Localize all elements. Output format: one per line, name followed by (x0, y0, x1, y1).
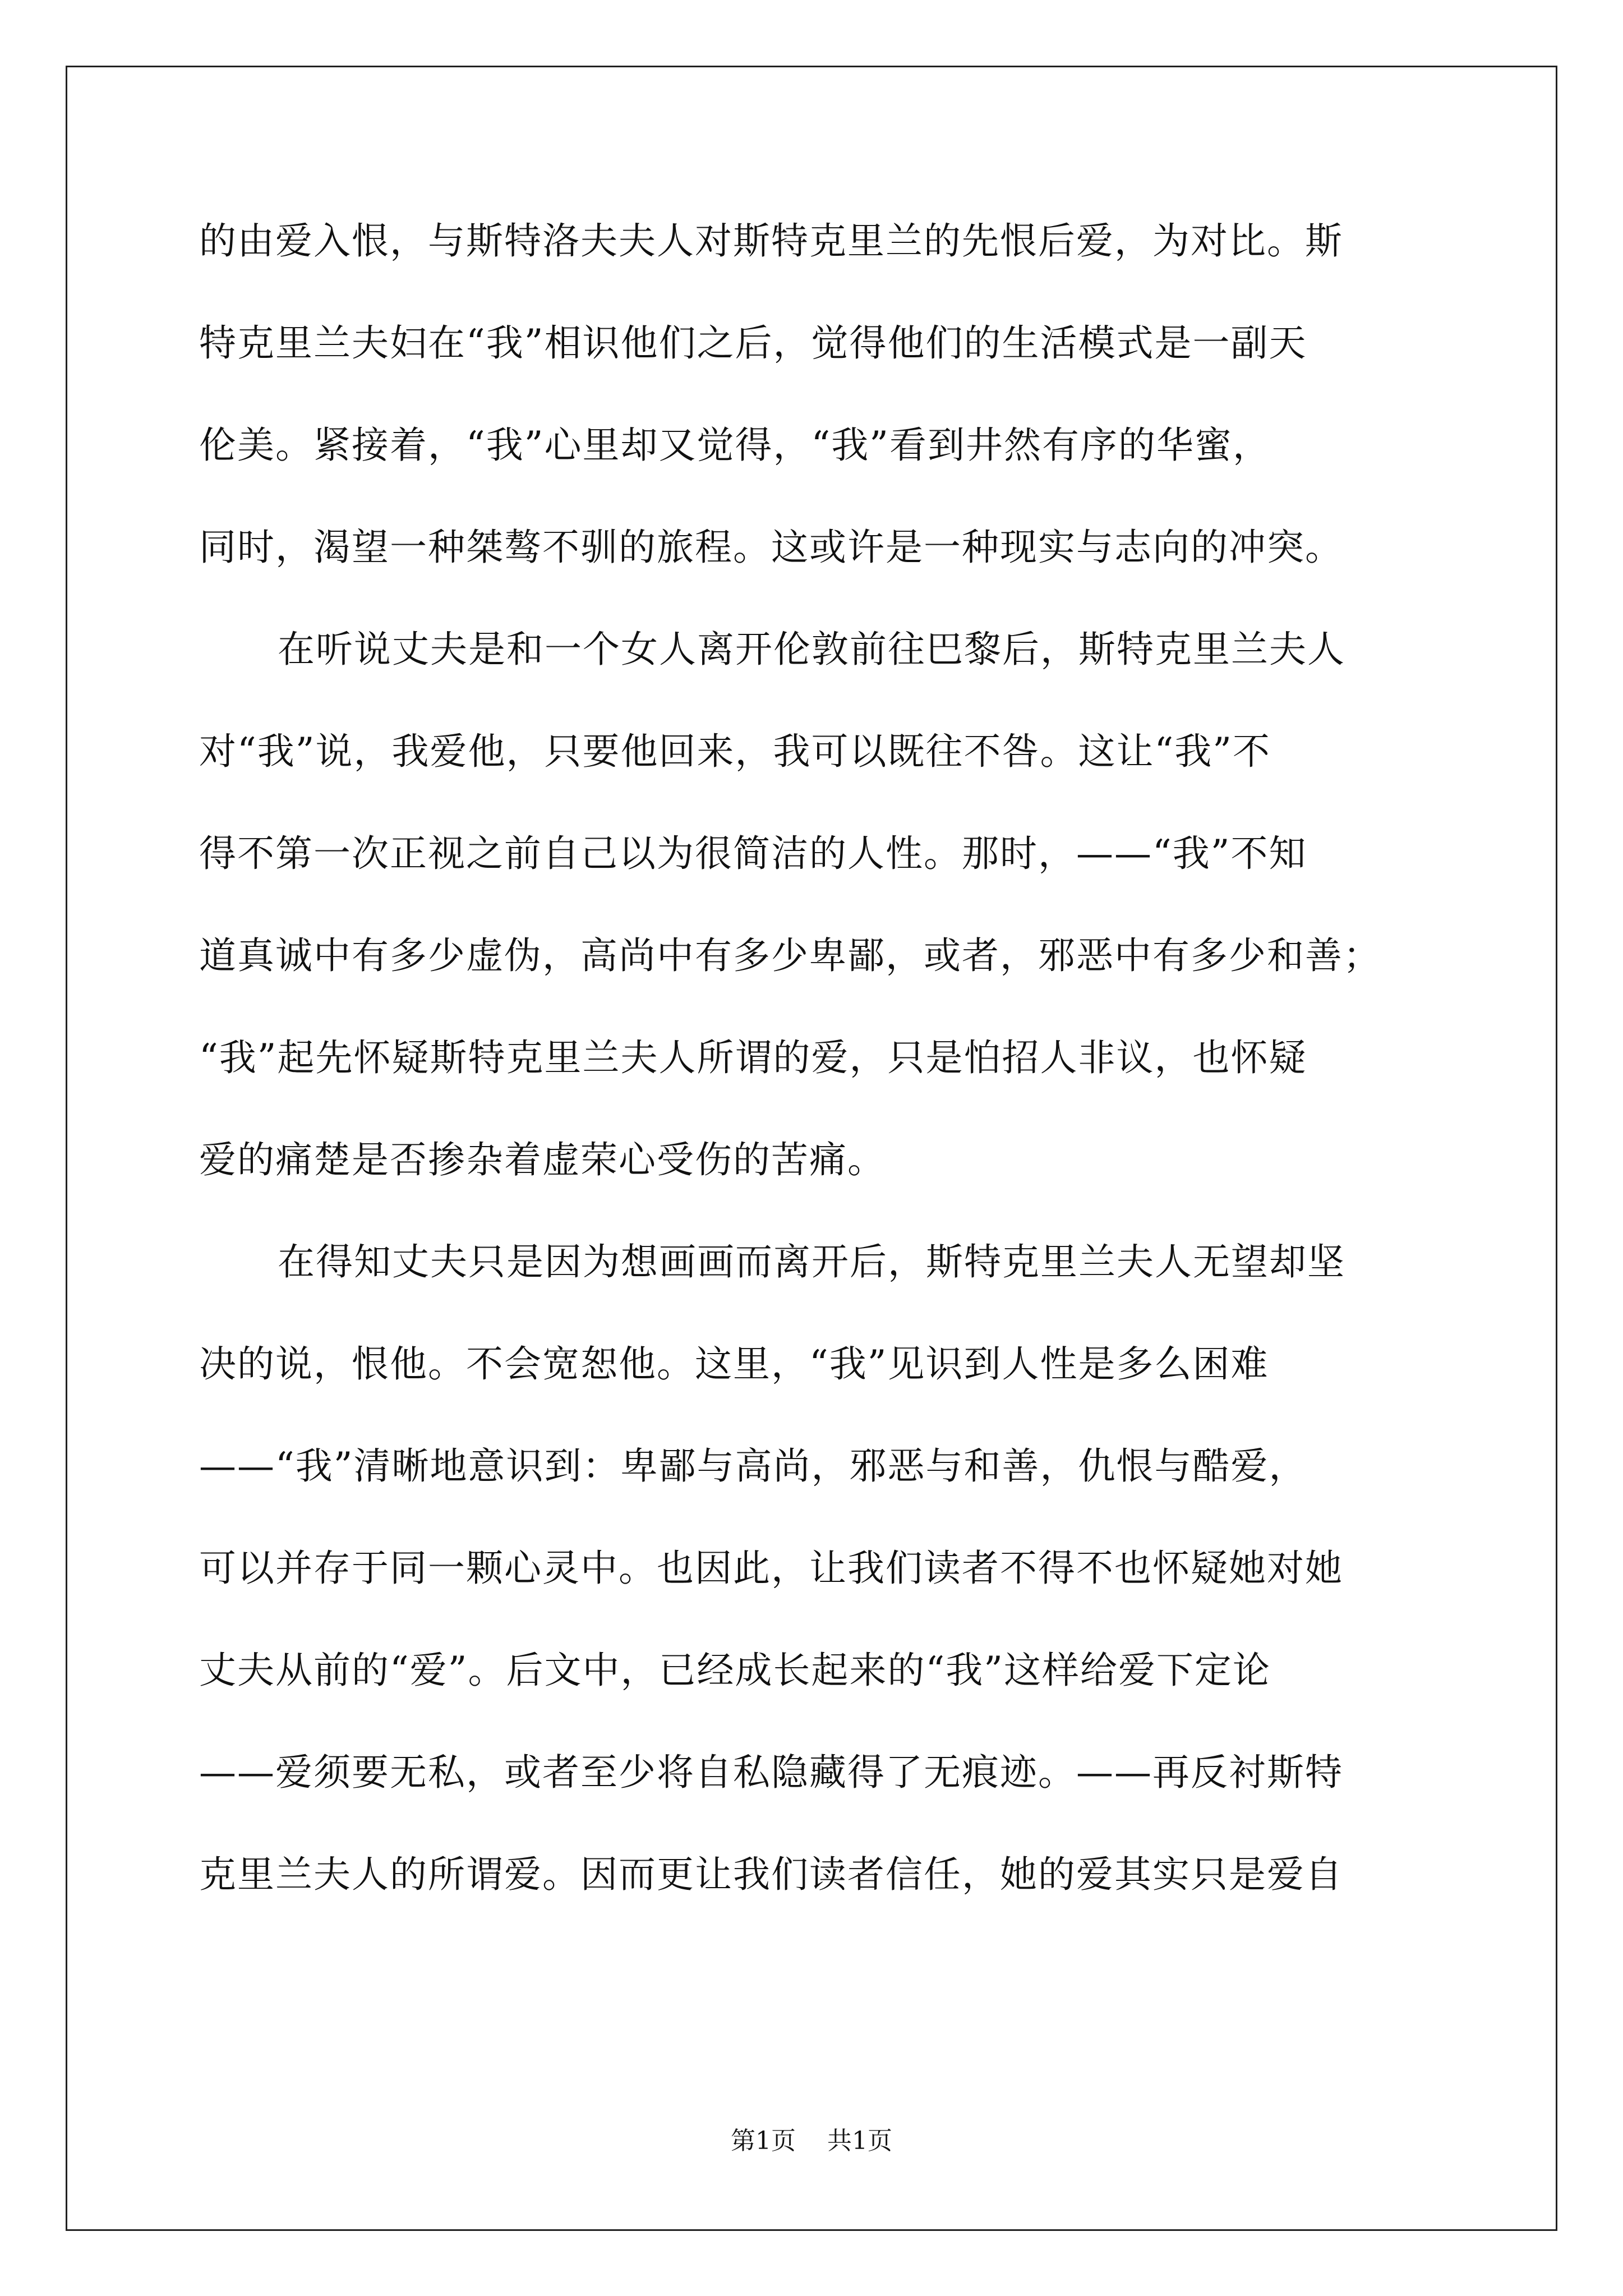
page-footer (0, 2120, 1623, 2156)
text-line: 丈夫从前的“爱”。后文中，已经成长起来的“我”这样给爱下定论 (199, 1649, 1271, 1692)
paragraph-start-line: 在听说丈夫是和一个女人离开伦敦前往巴黎后，斯特克里兰夫人 (278, 628, 1345, 671)
text-line: 决的说，恨他。不会宽恕他。这里，“我”见识到人性是多么困难 (199, 1342, 1269, 1386)
document-body (199, 208, 1433, 1943)
text-line: 道真诚中有多少虚伪，高尚中有多少卑鄙，或者，邪恶中有多少和善； (199, 934, 1381, 977)
text-line: 特克里兰夫妇在“我”相识他们之后，觉得他们的生活模式是一副天 (199, 321, 1307, 365)
paragraph-start-line: 在得知丈夫只是因为想画画而离开后，斯特克里兰夫人无望却坚 (278, 1240, 1345, 1283)
text-line: 得不第一次正视之前自己以为很简洁的人性。那时，——“我”不知 (199, 832, 1307, 875)
text-line: 的由爱入恨，与斯特洛夫夫人对斯特克里兰的先恨后爱，为对比。斯 (199, 219, 1343, 263)
text-line: 同时，渴望一种桀骜不驯的旅程。这或许是一种现实与志向的冲突。 (199, 526, 1343, 569)
text-line: 爱的痛楚是否掺杂着虚荣心受伤的苦痛。 (199, 1138, 886, 1181)
text-line: 可以并存于同一颗心灵中。也因此，让我们读者不得不也怀疑她对她 (199, 1547, 1343, 1590)
text-line: 伦美。紧接着，“我”心里却又觉得，“我”看到井然有序的华蜜， (199, 424, 1271, 467)
text-line: “我”起先怀疑斯特克里兰夫人所谓的爱，只是怕招人非议，也怀疑 (199, 1036, 1307, 1079)
text-line: 克里兰夫人的所谓爱。因而更让我们读者信任，她的爱其实只是爱自 (199, 1853, 1343, 1896)
page-total: 共1页 (827, 2127, 892, 2155)
text-line: 对“我”说，我爱他，只要他回来，我可以既往不咎。这让“我”不 (199, 730, 1271, 773)
page-number: 第1页 (731, 2127, 796, 2155)
text-line: ——爱须要无私，或者至少将自私隐藏得了无痕迹。——再反衬斯特 (199, 1751, 1343, 1794)
text-line: ——“我”清晰地意识到：卑鄙与高尚，邪恶与和善，仇恨与酷爱， (199, 1444, 1307, 1488)
